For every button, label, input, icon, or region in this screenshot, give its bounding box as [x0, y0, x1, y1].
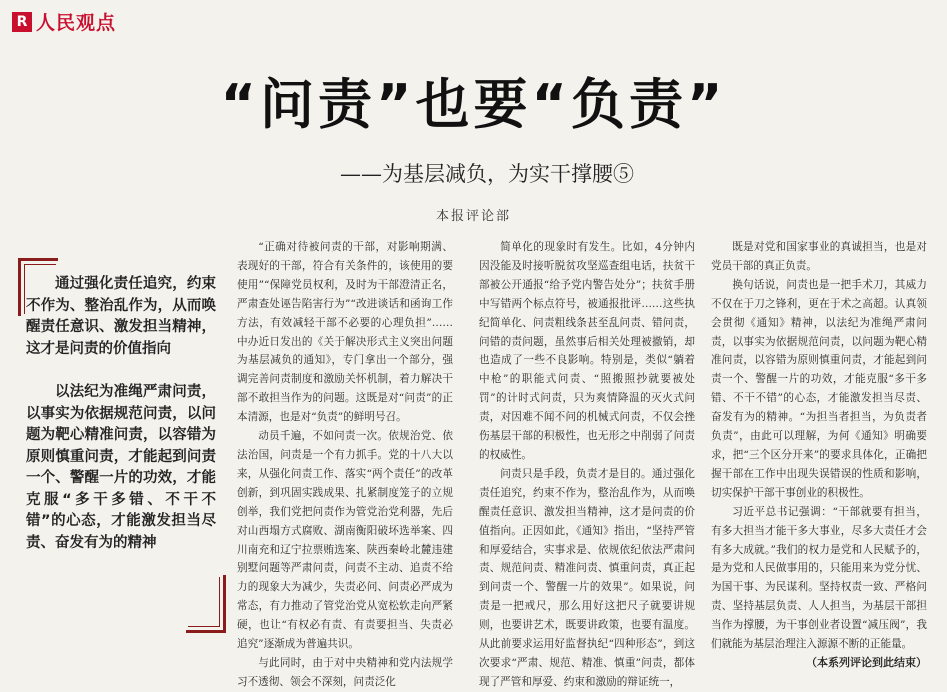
- pull-quote-paragraph: 通过强化责任追究，约束不作为、整治乱作为，从而唤醒责任意识、激发担当精神，这才是问责的价值指向: [26, 276, 216, 357]
- article-headline: “问责”也要“负责”: [220, 73, 727, 136]
- pull-quote-box: [18, 258, 226, 633]
- body-paragraph: 换句话说，问责也是一把手术刀，其威力不仅在于刀之锋利，更在于术之高超。认真领会贯彻《通知》精神，以法纪为准绳严肃问责，以事实为依据规范问责，以问题为靶心精准问责，以容错为原则慎重问责，才能起到问责一个、警醒一片的功效，才能克服“多干多错、不干不错”的心态，才能激发担当尽责、奋发有为的精神。“为担当者担当，为负责者负责”，由此可以理解，为何《通知》明确要求，把“三个区分开来”的要求具体化，正确把握干部在工作中出现失误错误的性质和影响，切实保护干部干事创业的积极性。: [711, 278, 927, 499]
- frame-corner-bottom-right-inner: [188, 577, 220, 627]
- brand-mark-icon: R: [12, 12, 32, 32]
- body-paragraph: 习近平总书记强调：“干部就要有担当，有多大担当才能干多大事业，尽多大责任才会有多大成就。”我们的权力是党和人民赋予的，是为党和人民做事用的，只能用来为党分忧、为国干事、为民谋利。坚持权责一致、严格问责、坚持基层负责、人人担当，为基层干部担当作为撑腰，为干事创业者设置“减压阀”，我们就能为基层治理注入源源不断的正能量。: [711, 505, 927, 651]
- body-paragraph: 与此同时，由于对中央精神和党内法规学习不透彻、领会不深刻，问责泛化: [237, 656, 453, 688]
- body-column-2: [479, 238, 695, 688]
- body-paragraph: 简单化的现象时有发生。比如，4分钟内因没能及时接听脱贫攻坚巡查组电话，扶贫干部被公开通报“给予党内警告处分”；扶贫手册中写错两个标点符号，被通报批评……这些执纪简单化、问责粗线条甚至乱问责、错问责，问错的责问题，虽然事后相关处理被撤销，却也造成了一些不良影响。特别是，类似“躺着中枪”的职能式问责、“照搬照抄就要被处罚”的计时式问责，只为爽情降温的灭火式问责，对因难不闻不问的机械式问责，不仅会挫伤基层干部的积极性，也无形之中削弱了问责的权威性。: [479, 241, 695, 461]
- body-column-3: [711, 238, 927, 669]
- body-paragraph: 动员千遍，不如问责一次。依规治党、依法治国，问责是一个有力抓手。党的十八大以来，从强化问责工作、落实“两个责任”的改革创新，到巩固实践成果、扎紧制度笼子的立规创举，我们党把问责作为管党治党利器，先后对山西塌方式腐败、湖南衡阳破坏选举案、四川南充和辽宁拉票贿选案、陕西秦岭北麓违建别墅问题等严肃问责，问责不主动、追责不给力的现象大为减少，失责必问、问责必严成为常态，有力推动了管党治党从宽松软走向严紧硬，也让“有权必有责、有责要担当、失责必追究”逐渐成为普遍共识。: [237, 430, 453, 651]
- pull-quote-paragraph: 以法纪为准绳严肃问责，以事实为依据规范问责，以问题为靶心精准问责，以容错为原则慎重问责，才能起到问责一个、警醒一片的功效，才能克服“多干多错、不干不错”的心态，才能激发担当尽责、奋发有为的精神: [26, 384, 216, 551]
- article-subheadline: ——为基层减负，为实干撑腰⑤: [340, 162, 634, 186]
- body-paragraph: “正确对待被问责的干部，对影响期满、表现好的干部，符合有关条件的，该使用的要使用”“保障党员权利，及时为干部澄清正名，严肃查处诬告陷害行为”“改进谈话和函询工作方法，有效减轻干部不必要的心理负担”……中办近日发出的《关于解决形式主义突出问题为基层减负的通知》，专门拿出一个部分，强调完善问责制度和激励关怀机制，着力解决干部不敢担当作为的问题。这既是对“问责”的正本清源，也是对“负责”的鲜明号召。: [237, 241, 453, 424]
- article-byline: 本报评论部: [435, 209, 511, 224]
- body-paragraph: 既是对党和国家事业的真诚担当，也是对党员干部的真正负责。: [711, 241, 927, 272]
- brand-name: 人民观点: [36, 12, 117, 34]
- brand-logo: [12, 8, 116, 35]
- series-end-note: （本系列评论到此结束）: [806, 655, 927, 669]
- body-column-1: [237, 238, 453, 688]
- body-paragraph: 问责只是手段，负责才是目的。通过强化责任追究，约束不作为，整治乱作为，从而唤醒责任意识、激发担当精神，这才是问责的价值指向。正因如此，《通知》指出，“坚持严管和厚爱结合，实事求是、依规依纪依法严肃问责、规范问责、精准问责、慎重问责，真正起到问责一个、警醒一片的效果”。如果说，问责是一把戒尺，那么用好这把尺子就要讲规则，也要讲艺术，既要讲政策，也要有温度。从此前要求运用好监督执纪“四种形态”，到这次要求“严肃、规范、精准、慎重”问责，都体现了严管和厚爱、约束和激励的辩证统一，: [479, 467, 695, 688]
- pull-quote-text: [26, 274, 216, 576]
